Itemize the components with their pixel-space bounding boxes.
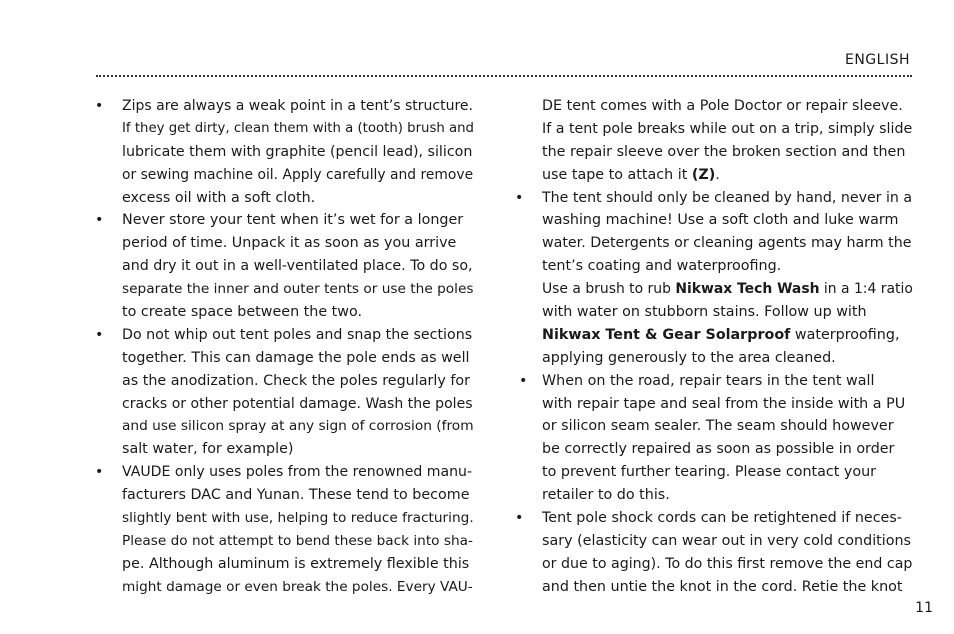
text-line: or due to aging). To do this first remove the end cap xyxy=(542,555,913,572)
line-text: lubricate them with graphite (pencil lead), silicon xyxy=(122,143,473,160)
text-line xyxy=(92,255,472,278)
line-text: as the anodization. Check the poles regularly for xyxy=(122,372,470,389)
line-text: If they get dirty, clean them with a (tooth) brush and xyxy=(122,120,474,136)
bullet-glyph: • xyxy=(95,98,104,114)
line-text: period of time. Unpack it as soon as you arrive xyxy=(122,235,457,252)
line-text: might damage or even break the poles. Every VAU- xyxy=(122,578,473,595)
bullet-glyph: • xyxy=(515,189,524,206)
text-line xyxy=(92,393,472,416)
text-line xyxy=(92,95,472,118)
bullet-glyph: • xyxy=(515,510,524,527)
text-line: Use a brush to rub Nikwax Tech Wash in a 1:4 ratio xyxy=(542,281,913,298)
text-line: the repair sleeve over the broken section and then xyxy=(542,143,906,160)
line-text: separate the inner and outer tents or use the poles xyxy=(122,281,474,298)
text-line: and then untie the knot in the cord. Retie the knot xyxy=(542,578,903,595)
product-name: Nikwax Tent & Gear Solarproof xyxy=(542,326,791,343)
line-text: Never store your tent when it’s wet for a longer xyxy=(122,212,464,229)
text-line xyxy=(92,370,472,393)
line-text: together. This can damage the pole ends as well xyxy=(122,349,470,366)
text-line xyxy=(92,530,472,553)
text-line xyxy=(92,461,472,484)
line-text: and dry it out in a well-ventilated place. To do so, xyxy=(122,258,473,275)
text-line: • Tent pole shock cords can be retightened if neces- xyxy=(512,507,912,530)
text-line xyxy=(92,301,472,324)
line-text: pe. Although aluminum is extremely flexible this xyxy=(122,555,470,572)
line-text: facturers DAC and Yunan. These tend to become xyxy=(122,487,470,504)
text-line xyxy=(92,141,472,164)
left-column xyxy=(92,95,472,599)
text-line: retailer to do this. xyxy=(542,487,670,504)
text-line xyxy=(92,209,472,232)
text-line: • The tent should only be cleaned by hand, never in a xyxy=(512,187,912,210)
page-number: 11 xyxy=(915,600,933,616)
text-line: applying generously to the area cleaned. xyxy=(542,349,836,366)
text-line xyxy=(92,415,472,438)
line-text: Please do not attempt to bend these back into sha- xyxy=(122,532,473,549)
text-line xyxy=(92,278,472,301)
text-line: be correctly repaired as soon as possible in order xyxy=(542,441,895,458)
line-text: Do not whip out tent poles and snap the sections xyxy=(122,326,473,343)
text-line xyxy=(92,576,472,599)
bullet-glyph: • xyxy=(95,326,104,343)
text-line xyxy=(92,553,472,576)
text-line: tent’s coating and waterproofing. xyxy=(542,258,782,275)
right-column xyxy=(512,95,912,599)
text-line xyxy=(92,164,472,187)
line-text: VAUDE only uses poles from the renowned manu- xyxy=(122,464,473,481)
header-dotted-divider xyxy=(96,75,912,77)
text-line: DE tent comes with a Pole Doctor or repair sleeve. xyxy=(542,98,903,114)
text-line xyxy=(92,507,472,530)
text-line xyxy=(92,232,472,255)
line-text: salt water, for example) xyxy=(122,441,294,458)
text-line: or silicon seam sealer. The seam should however xyxy=(542,418,894,435)
line-text: Zips are always a weak point in a tent’s structure. xyxy=(122,98,473,114)
line-text: and use silicon spray at any sign of corrosion (from xyxy=(122,418,474,435)
line-text: to create space between the two. xyxy=(122,304,363,321)
text-line: • When on the road, repair tears in the tent wall xyxy=(512,370,912,393)
figure-reference: (Z) xyxy=(691,166,716,183)
text-line xyxy=(92,484,472,507)
text-line xyxy=(92,118,472,141)
product-name: Nikwax Tech Wash xyxy=(675,281,820,298)
header-language: ENGLISH xyxy=(844,52,910,68)
text-line: with repair tape and seal from the inside with a PU xyxy=(542,395,906,412)
text-line: to prevent further tearing. Please contact your xyxy=(542,464,877,481)
text-line xyxy=(92,187,472,210)
bullet-glyph: • xyxy=(95,464,104,481)
line-text: slightly bent with use, helping to reduce fracturing. xyxy=(122,510,474,527)
bullet-glyph: • xyxy=(95,212,104,229)
text-line: washing machine! Use a soft cloth and luke warm xyxy=(542,212,899,229)
line-text: cracks or other potential damage. Wash the poles xyxy=(122,395,473,412)
text-line: Nikwax Tent & Gear Solarproof waterproofing, xyxy=(542,326,900,343)
text-line xyxy=(92,347,472,370)
line-text: or sewing machine oil. Apply carefully and remove xyxy=(122,166,474,183)
line-text: excess oil with a soft cloth. xyxy=(122,189,316,206)
text-line xyxy=(92,324,472,347)
text-line xyxy=(92,438,472,461)
text-line: If a tent pole breaks while out on a trip, simply slide xyxy=(542,120,913,137)
bullet-glyph: • xyxy=(519,372,528,389)
text-line: sary (elasticity can wear out in very cold conditions xyxy=(542,532,911,549)
text-line: use tape to attach it (Z). xyxy=(542,166,720,183)
text-line: water. Detergents or cleaning agents may harm the xyxy=(542,235,912,252)
text-line: with water on stubborn stains. Follow up with xyxy=(542,304,867,321)
